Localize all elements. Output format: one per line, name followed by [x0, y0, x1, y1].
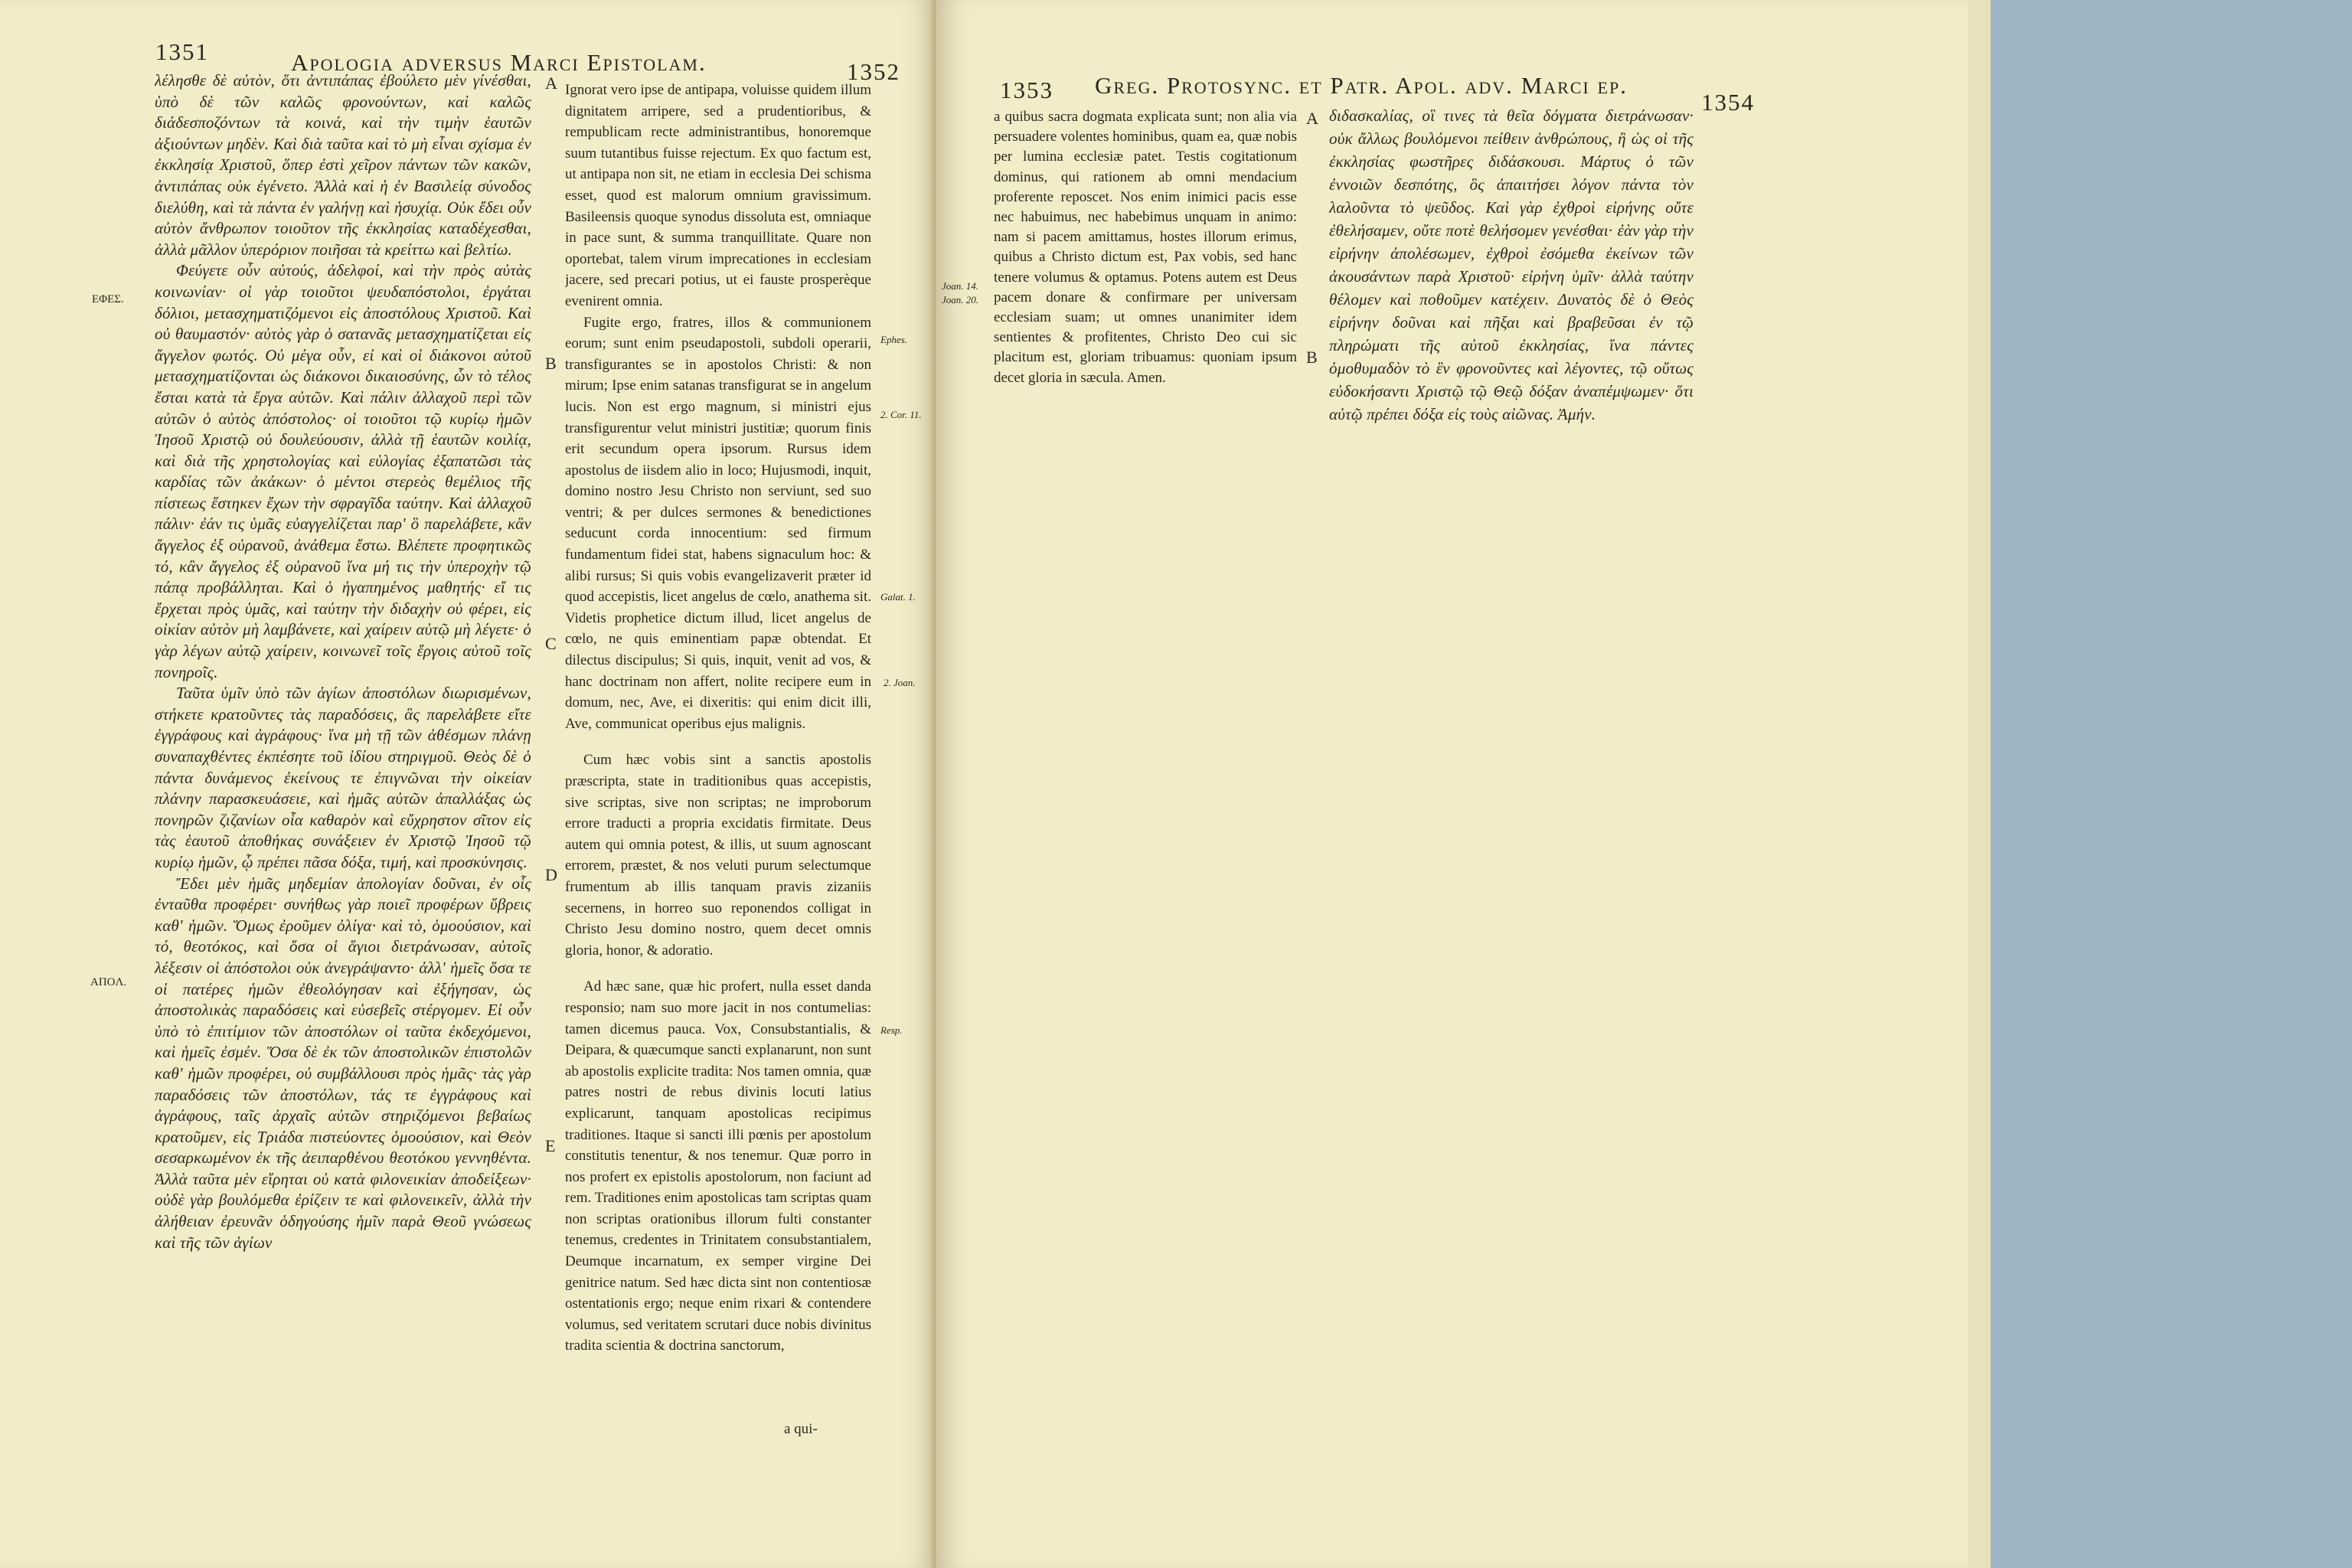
margin-note-ephes-greek: EΦEΣ. — [92, 293, 124, 305]
margin-note-apol: AΠOΛ. — [90, 976, 127, 988]
column-number-1354: 1354 — [1701, 89, 1755, 116]
margin-note-joan20: Joan. 20. — [942, 294, 979, 305]
margin-note-resp: Resp. — [880, 1024, 903, 1036]
latin-paragraph: Ad hæc sane, quæ hic profert, nulla esset danda responsio; nam suo more jacit in nos contumelias: tamen dicemus pauca. Vox, Consubstantialis, & Deipara, & quæcumque sancti explanarunt, non sunt ab apostolis explicite tradita: Nos tamen omnia, quæ patres nostri de rebus divinis locuti latius explicarunt, tanquam apostolicas recipimus traditiones. Itaque si sancti illi pœnis per apostolum constitutis tenentur, & nos tenemur. Quæ porro in nos profert ex epistolis apostolorum, non faciunt ad rem. Traditiones enim apostolicas tam scriptas quam non scriptas orationibus illorum fulti constanter tenemus, credentes in Trinitatem consubstantialem, Deumque incarnatum, ex semper virgine Dei genitrice natum. Sed hæc dicta sint non contentiosæ ostentationis ergo; neque enim rixari & contendere volumus, sed veritatem scrutari duce nobis divinitus tradita scientia & doctrina sanctorum, — [565, 978, 871, 1354]
latin-paragraph: Fugite ergo, fratres, illos & communionem eorum; sunt enim pseudapostoli, subdoli operarii, transfigurantes se in apostolos Christi: & non mirum; Ipse enim satanas transfigurat se in angelum lucis. Non est ergo magnum, si ministri ejus transfigurentur velut ministri justitiæ; quorum finis erit secundum opera ipsorum. Rursus idem apostolus de iisdem alio in loco; Hujusmodi, inquit, domino nostro Jesu Christo non serviunt, sed suo ventri; & per dulces sermones & benedictiones seducunt corda innocentium: sed firmum fundamentum fidei stat, habens signaculum hoc: & alibi rursus; Si quis vobis evangelizaverit præter id quod accepistis, licet angelus de cœlo, anathema sit. Videtis prophetice dictum illud, licet angelus de cœlo, ne quis eminentiam papæ obtendat. Et dilectus discipulus; Si quis, inquit, venit ad vos, & hanc doctrinam non affert, nolite recipere eum in domum, nec, Ave, ei dixeritis: qui enim dicit illi, Ave, communicat operibus ejus malignis. — [565, 314, 871, 732]
section-letter-a: A — [545, 74, 557, 93]
margin-note-ephes: Ephes. — [880, 334, 908, 345]
margin-note-2joan: 2. Joan. — [884, 677, 916, 688]
latin-paragraph: a quibus sacra dogmata explicata sunt; non alia via persuadere volentes hominibus, quam ea, quæ nobis per lumina ecclesiæ patet. Testis cogitationum dominus, qui rationem ab omni mendacium proferente reposcet. Nos enim inimici pacis esse nec habuimus, nec habebimus unquam in animo: nam si pacem amittamus, hostes illorum erimus, quibus a Christo dictum est, Pax vobis, sed hanc tenere volumus & optamus. Potens autem est Deus pacem donare & confirmare per universam ecclesiam suam; ut omnes unanimiter idem sentientes & profitentes, Christo Deo cui sic placitum est, gloriam tribuamus: quoniam ipsum decet gloria in sæcula. Amen. — [994, 109, 1297, 386]
right-page — [936, 0, 1968, 1568]
section-letter-a-right: A — [1306, 109, 1318, 128]
latin-paragraph: Cum hæc vobis sint a sanctis apostolis præscripta, state in traditionibus quas accepistis, sive scriptas, sive non scriptas; ne improborum errore traducti a propria excidatis firmitate. Deus autem qui omnia potest, & illis, ut suum agnoscant errorem, præstet, & nos veluti purum selectumque frumentum ab illis tanquam pravis zizaniis secernens, in horreo suo reponendos colligat in Christo Jesu domino nostro, quem decet omnis gloria, honor, & adoratio. — [565, 752, 871, 959]
section-letter-b: B — [545, 354, 557, 373]
column-number-1353: 1353 — [1000, 77, 1054, 103]
margin-note-2cor: 2. Cor. 11. — [880, 409, 922, 420]
column-number-1352: 1352 — [847, 58, 900, 85]
margin-note-galat: Galat. 1. — [880, 591, 916, 603]
section-letter-c: C — [545, 634, 557, 653]
greek-paragraph: λέλησθε δὲ αὐτὸν, ὅτι ἀντιπάπας ἐβούλετο μὲν γίνέσθαι, ὑπὸ δὲ τῶν καλῶς φρονούντων, καὶ καλῶς διάδεσποζόντων τὰ κοινά, καὶ τὴν τιμὴν ἑαυτῶν ἀξιούντων μηδὲν. Καὶ διὰ ταῦτα καὶ τὸ μὴ εἶναι σχίσμα ἐν ἐκκλησίᾳ Χριστοῦ, ὅπερ ἐστὶ χεῖρον πάντων τῶν κακῶν, ἀντιπάπας οὐκ ἐγένετο. Ἀλλὰ καὶ ἡ ἐν Βασιλείᾳ σύνοδος διελύθη, καὶ τὰ πάντα ἐν γαλήνῃ καὶ ἡσυχίᾳ. Οὐκ ἔδει οὖν αὐτὸν ἄνθρωπον τοιοῦτον τῆς ἐκκλησίας καταδέχεσθαι, ἀλλὰ μᾶλλον ὑπερόριον ποιῆσαι τὰ κρείττω καὶ βελτίω. — [155, 71, 531, 259]
running-title-left: Apologia adversus Marci Epistolam. — [291, 49, 707, 76]
left-page-header — [0, 34, 936, 85]
margin-note-joan14: Joan. 14. — [942, 280, 979, 292]
greek-paragraph: Φεύγετε οὖν αὐτούς, ἀδελφοί, καὶ τὴν πρὸς αὐτὰς κοινωνίαν· οἱ γὰρ τοιοῦτοι ψευδαπόστολοι, ἐργάται δόλιοι, μετασχηματιζόμενοι εἰς ἀποστόλους Χριστοῦ. Καὶ οὐ θαυμαστόν· αὐτὸς γὰρ ὁ σατανᾶς μετασχηματίζεται εἰς ἄγγελον φωτός. Οὐ μέγα οὖν, εἰ καὶ οἱ διάκονοι αὐτοῦ μετασχηματίζονται ὡς διάκονοι δικαιοσύνης, ὧν τὸ τέλος ἔσται κατὰ τὰ ἔργα αὐτῶν. Καὶ πάλιν ἀλλαχοῦ περὶ τῶν αὐτῶν ὁ αὐτὸς ἀπόστολος· οἱ τοιοῦτοι τῷ κυρίῳ ἡμῶν Ἰησοῦ Χριστῷ οὐ δουλεύουσιν, ἀλλὰ τῇ ἑαυτῶν κοιλίᾳ, καὶ διὰ τῆς χρηστολογίας καὶ εὐλογίας ἐξαπατῶσι τὰς καρδίας τῶν ἀκάκων· ὁ μέντοι στερεὸς θεμέλιος τῆς πίστεως ἕστηκεν ἔχων τὴν σφραγῖδα ταύτην. Καὶ ἀλλαχοῦ πάλιν· ἐάν τις ὑμᾶς εὐαγγελίζεται παρ' ὃ παρελάβετε, κἂν ἄγγελος ἐξ οὐρανοῦ, ἀνάθεμα ἔστω. Βλέπετε προφητικῶς τό, κἂν ἄγγελος ἐξ οὐρανοῦ ἵνα μή τις τὴν ὑπεροχὴν τῷ πάπᾳ προβάλληται. Καὶ ὁ ἠγαπημένος μαθητής· εἴ τις ἔρχεται πρὸς ὑμᾶς, καὶ ταύτην τὴν διδαχὴν οὐ φέρει, εἰς οἰκίαν αὐτὸν μὴ λαμβάνετε, καὶ χαίρειν αὐτῷ μὴ λέγετε· ὁ γὰρ λέγων αὐτῷ χαίρειν, κοινωνεῖ τοῖς ἔργοις αὐτοῦ τοῖς πονηροῖς. — [155, 261, 531, 681]
left-page — [0, 0, 936, 1568]
greek-paragraph: Ἔδει μὲν ἡμᾶς μηδεμίαν ἀπολογίαν δοῦναι, ἐν οἷς ἐνταῦθα προφέρει· συνήθως γὰρ ποιεῖ προφέρων ὕβρεις καθ' ἡμῶν. Ὅμως ἐροῦμεν ὀλίγα· καὶ τὸ, ὁμοούσιον, καὶ τό, θεοτόκος, καὶ ὅσα οἱ ἅγιοι διετράνωσαν, αὐτοῖς λέξεσιν οἱ ἀπόστολοι οὐκ ἀνεγράψαντο· ἀλλ' ἡμεῖς ὅσα τε οἱ πατέρες ἡμῶν ἐθεολόγησαν καὶ ἐξήγησαν, ὡς ἀποστολικὰς παραδόσεις καὶ εὐσεβεῖς στέργομεν. Εἰ οὖν ὑπὸ τὸ ἐπιτίμιον τῶν ἀποστόλων οἱ ταῦτα ἐκδεχόμενοι, καὶ ἡμεῖς ἐσμέν. Ὅσα δὲ ἐκ τῶν ἀποστολικῶν ἐπιστολῶν καθ' ἡμῶν προφέρει, οὐ συμβάλλουσι πρὸς ἡμᾶς· τὰς γὰρ παραδόσεις τῶν ἀποστόλων, τάς τε ἐγγράφους καὶ ἀγράφους, ταῖς ἀρχαῖς αὐτῶν στηριζόμενοι βεβαίως κρατοῦμεν, εἰς Τριάδα πιστεύοντες ὁμοούσιον, καὶ Θεὸν σεσαρκωμένον ἐκ τῆς ἀειπαρθένου θεοτόκου γεννηθέντα. Ἀλλὰ ταῦτα μὲν εἴρηται οὐ κατὰ φιλονεικίαν ἀποδείξεων· οὐδὲ γὰρ βουλόμεθα ἐρίζειν τε καὶ φιλονεικεῖν, ἀλλὰ τὴν ἀλήθειαν ἐρευνᾶν ὁδηγούσης ἡμῖν παρὰ Θεοῦ γνώσεως καὶ τῆς τῶν ἁγίων — [155, 874, 531, 1252]
greek-column-right — [1329, 104, 1694, 464]
running-title-right: Greg. Protosync. et Patr. Apol. adv. Marci ep. — [1095, 72, 1628, 99]
latin-column-right — [994, 107, 1297, 459]
latin-column-left — [565, 80, 871, 1427]
section-letter-e: E — [545, 1136, 556, 1155]
greek-paragraph: Ταῦτα ὑμῖν ὑπὸ τῶν ἁγίων ἀποστόλων διωρισμένων, στήκετε κρατοῦντες τὰς παραδόσεις, ἃς παρελάβετε εἴτε ἐγγράφους καὶ ἀγράφους· ἵνα μὴ τῇ τῶν ἀθέσμων πλάνῃ συναπαχθέντες ἐκπέσητε τοῦ ἰδίου στηριγμοῦ. Θεὸς δὲ ὁ πάντα δυνάμενος ἐκείνους τε ἐπιγνῶναι τὴν οἰκείαν πλάνην παρασκευάσειε, καὶ ἡμᾶς αὐτῶν ἀπαλλάξας ὡς πονηρῶν ζιζανίων οἷα καθαρὸν καὶ εὔχρηστον σῖτον εἰς τὰς ἑαυτοῦ ἀποθήκας συνάξειεν ἐν Χριστῷ Ἰησοῦ τῷ κυρίῳ ἡμῶν, ᾧ πρέπει πᾶσα δόξα, τιμή, καὶ προσκύνησις. — [155, 684, 531, 871]
greek-column-left — [155, 70, 531, 1418]
section-letter-b-right: B — [1306, 348, 1318, 367]
right-page-header — [936, 34, 1968, 116]
latin-paragraph: Ignorat vero ipse de antipapa, voluisse quidem illum dignitatem arripere, sed a prudentioribus, & rempublicam recte administrantibus, honoremque suum tutantibus fuisse rejectum. Ex quo factum est, ut antipapa non sit, ne etiam in ecclesia Dei schisma esset, quod est malorum omnium gravissimum. Basileensis quoque synodus dissoluta est, omniaque in pace sunt, & summa tranquillitate. Quare non oportebat, talem virum imprecationes in ecclesiam jacere, sed precari potius, ut ei fauste prosperèque evenirent omnia. — [565, 82, 871, 309]
catchword: a qui- — [784, 1421, 818, 1437]
column-number-1351: 1351 — [155, 38, 209, 65]
greek-paragraph: διδασκαλίας, οἳ τινες τὰ θεῖα δόγματα διετράνωσαν· οὐκ ἄλλως βουλόμενοι πείθειν ἀνθρώπους, ἢ ὡς οἱ τῆς ἐκκλησίας φωστῆρες διδάσκουσι. Μάρτυς ὁ τῶν ἐννοιῶν δεσπότης, ὃς ἀπαιτήσει λόγον πάντα τὸν λαλοῦντα τὸ ψεῦδος. Καὶ γὰρ ἐχθροὶ εἰρήνης οὔτε ἐθελήσαμεν, οὔτε ποτὲ θελήσομεν γενέσθαι· ἐὰν γὰρ τὴν εἰρήνην ἀπολέσωμεν, ἐχθροὶ ἐσόμεθα ἐκείνων τῶν ἀκουσάντων παρὰ Χριστοῦ· εἰρήνη ὑμῖν· ἀλλὰ ταύτην θέλομεν καὶ ποθοῦμεν κατέχειν. Δυνατὸς δὲ ὁ Θεὸς εἰρήνην δοῦναι καὶ πῆξαι καὶ βραβεῦσαι ἐν τῷ πληρώματι τῆς αὐτοῦ ἐκκλησίας, ἵνα πάντες ὁμοθυμαδὸν τὸ ἓν φρονοῦντες καὶ λέγοντες, τῷ οὕτως εὐδοκήσαντι Χριστῷ τῷ Θεῷ δόξαν ἀναπέμψωμεν· ὅτι αὐτῷ πρέπει δόξα εἰς τοὺς αἰῶνας. Ἀμήν. — [1329, 106, 1694, 423]
section-letter-d: D — [545, 865, 557, 884]
